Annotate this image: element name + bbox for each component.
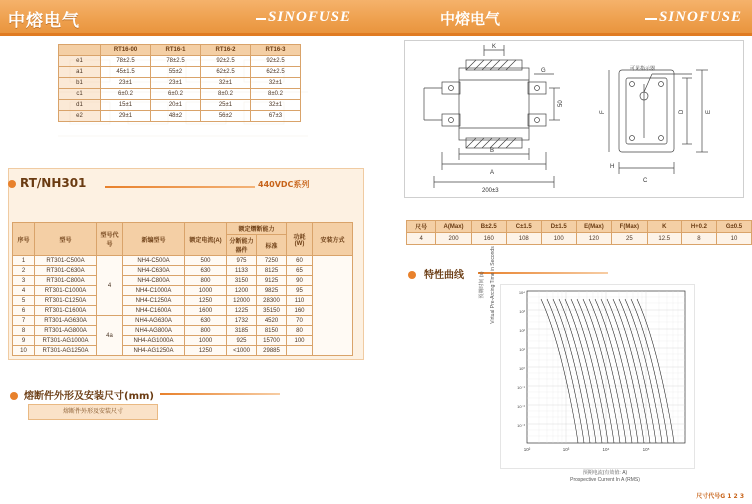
cell: 160 [471,233,506,245]
th-mount: 安装方式 [313,223,353,256]
svg-text:10⁴: 10⁴ [602,447,610,452]
cell: 100 [287,336,313,346]
cell: 8150 [257,326,287,336]
th-c: C±1.5 [506,221,541,233]
cell: RT301-C630A [35,266,97,276]
cell: 55±2 [151,67,201,78]
th-h: H+0.2 [681,221,716,233]
cell: 28300 [257,296,287,306]
cell: 25±1 [201,100,251,111]
cell [287,346,313,356]
th-d: D±1.5 [541,221,576,233]
cell: 1600 [185,306,227,316]
cell: 100 [541,233,576,245]
cell: 925 [227,336,257,346]
cell: 1250 [185,296,227,306]
cell: 48±2 [151,111,201,122]
table-row [13,316,353,326]
table-row [59,111,301,122]
label-K: K [492,44,497,50]
table-row [59,78,301,89]
header-brand-center: SINOFUSE [268,9,352,25]
table-row [13,326,353,336]
cell: 45±1.5 [101,67,151,78]
cell: 8±0.2 [251,89,301,100]
cell: e2 [59,111,101,122]
th-a: A(Max) [436,221,471,233]
th-3: RT16-2 [201,45,251,56]
header-left-logo: 中熔电气 [8,11,80,31]
cell: 3150 [227,276,257,286]
cell: 120 [576,233,611,245]
cell: RT301-C1600A [35,306,97,316]
cell: 12.5 [647,233,681,245]
cell: 8125 [257,266,287,276]
cell: 90 [287,276,313,286]
cell: RT301-AG800A [35,326,97,336]
svg-text:10⁴: 10⁴ [518,290,525,295]
bullet-icon [8,180,16,188]
cell: 78±2.5 [151,56,201,67]
cell: 9825 [257,286,287,296]
th-1: RT16-00 [101,45,151,56]
cell: e1 [59,56,101,67]
svg-text:10¹: 10¹ [519,347,525,352]
chart-xlabel-en: Prospective Current In A (RMS) [570,477,640,483]
cell: 6±0.2 [101,89,151,100]
cell: 200 [436,233,471,245]
label-E: E [706,109,712,114]
table-row [13,276,353,286]
chart-xlabel-cn: 预期电流(有效值: A) [582,470,628,476]
cell: 6±0.2 [151,89,201,100]
series-title: RT/NH301 [20,176,87,190]
label-G: G [541,68,546,74]
table-row [13,306,353,316]
footer [696,491,744,500]
chart-xlabel [520,470,690,484]
table-row [59,89,301,100]
cell: 108 [506,233,541,245]
label-200: 200±3 [482,188,499,194]
cell: 4 [13,286,35,296]
cell: 15700 [257,336,287,346]
label-C: C [643,178,648,184]
th-model: 型号 [35,223,97,256]
cell-code-group-2: 4a [97,316,123,356]
cell: 4520 [257,316,287,326]
cell: NH4-C1250A [123,296,185,306]
cell: NH4-C1000A [123,286,185,296]
cell: 1200 [227,286,257,296]
table-row [13,336,353,346]
cell: 10 [716,233,751,245]
th-b: B±2.5 [471,221,506,233]
cell: 95 [287,286,313,296]
cell: 62±2.5 [201,67,251,78]
cell: RT301-AG1000A [35,336,97,346]
cell: 67±3 [251,111,301,122]
outline-caption-box: 熔断件外形及安装尺寸 [28,404,158,420]
cell: 65 [287,266,313,276]
svg-text:10³: 10³ [562,447,570,452]
cell: 78±2.5 [101,56,151,67]
label-D: D [679,109,685,114]
cell-mount-group [313,256,353,356]
table-header-row [407,221,752,233]
cell: 4 [407,233,436,245]
label-50: 50 [558,100,564,107]
cell: 1225 [227,306,257,316]
cell: 32±1 [251,78,301,89]
cell: 20±1 [151,100,201,111]
th-size: 尺号 [407,221,436,233]
series-divider [105,186,255,188]
cell: 80 [287,326,313,336]
table-row [59,67,301,78]
svg-text:10⁻²: 10⁻² [517,404,525,409]
th-e: E(Max) [576,221,611,233]
cell: 1133 [227,266,257,276]
cell: 9 [13,336,35,346]
svg-text:10⁵: 10⁵ [642,447,650,452]
section-outline-title: 熔断件外形及安装尺寸(mm) [24,391,154,402]
section-outline-divider [160,393,280,395]
cell: RT301-C800A [35,276,97,286]
cell: RT301-C500A [35,256,97,266]
cell: 500 [185,256,227,266]
cell: 56±2 [201,111,251,122]
label-F: F [600,110,606,114]
cell: RT301-C1000A [35,286,97,296]
cell: NH4-AG630A [123,316,185,326]
th-newmodel: 新编型号 [123,223,185,256]
cell: NH4-C500A [123,256,185,266]
table-row [13,286,353,296]
table-row [13,256,353,266]
section-curve-divider [478,272,608,274]
series-subtitle: 440VDC系列 [258,180,310,189]
cell: 1000 [185,286,227,296]
th-breaking-group: 额定熸断能力 [227,223,287,235]
th-k: K [647,221,681,233]
cell: 1250 [185,346,227,356]
table-row [59,56,301,67]
cell: NH4-AG800A [123,326,185,336]
cell: 5 [13,296,35,306]
cell: 7 [13,316,35,326]
cell: 800 [185,276,227,286]
cell: 8 [681,233,716,245]
th-4: RT16-3 [251,45,301,56]
cell: NH4-C800A [123,276,185,286]
cell: 92±2.5 [201,56,251,67]
cell: 110 [287,296,313,306]
cell: 92±2.5 [251,56,301,67]
cell: 32±1 [251,100,301,111]
cell: 1 [13,256,35,266]
top-dimension-table [58,44,301,122]
header-brand-center-cn: 中熔电气 [440,10,501,28]
svg-text:10²: 10² [523,447,531,452]
th-0 [59,45,101,56]
cell: 10 [13,346,35,356]
cell: 6 [13,306,35,316]
label-H: H [610,164,615,170]
th-device: 分断能力器件 [227,235,257,256]
cell: 8 [13,326,35,336]
th-current: 额定电流(A) [185,223,227,256]
cell: 62±2.5 [251,67,301,78]
svg-text:10⁻³: 10⁻³ [517,423,525,428]
cell: 60 [287,256,313,266]
label-A: A [490,170,495,176]
table-header-row [13,223,353,235]
cell: 1732 [227,316,257,326]
cell: b1 [59,78,101,89]
cell: a1 [59,67,101,78]
cell: 7250 [257,256,287,266]
bullet-icon [10,392,18,400]
table-row [59,100,301,111]
th-2: RT16-1 [151,45,201,56]
th-standard: 标准 [257,235,287,256]
cell: 70 [287,316,313,326]
cell: <1000 [227,346,257,356]
page-header [0,0,752,36]
cell: 630 [185,266,227,276]
cell: 23±1 [101,78,151,89]
cell: 35150 [257,306,287,316]
cell: 800 [185,326,227,336]
series-spec-table [12,222,353,356]
cell: NH4-AG1000A [123,336,185,346]
label-indicator-cn: 可见指示器 [630,66,656,72]
th-power: 功耗(W) [287,223,313,256]
fuse-outline-drawing [404,40,744,198]
cell: NH4-C1600A [123,306,185,316]
svg-text:10²: 10² [519,328,525,333]
svg-text:10⁻¹: 10⁻¹ [517,385,525,390]
cell: RT301-AG630A [35,316,97,326]
svg-text:10³: 10³ [519,309,525,314]
cell: 9125 [257,276,287,286]
svg-text:10⁰: 10⁰ [518,366,525,371]
th-g: G±0.5 [716,221,751,233]
header-brand-right: SINOFUSE [658,9,742,25]
cell: 160 [287,306,313,316]
table-row [407,233,752,245]
cell: 12000 [227,296,257,306]
cell: 630 [185,316,227,326]
table-header-row [59,45,301,56]
table-row [13,346,353,356]
cell: 29885 [257,346,287,356]
cell: 3 [13,276,35,286]
bullet-icon [408,271,416,279]
table-row [13,266,353,276]
section-curve-title: 特性曲线 [424,270,464,281]
cell: 23±1 [151,78,201,89]
cell: 3185 [227,326,257,336]
chart-ylabel-cn: 预期时间 (s) [479,271,485,299]
cell: 32±1 [201,78,251,89]
footer-text: 尺寸代号G 1 2 3 [696,493,744,500]
cell: d1 [59,100,101,111]
th-code: 型号代号 [97,223,123,256]
cell: RT301-C1250A [35,296,97,306]
cell: 15±1 [101,100,151,111]
cell-code-group: 4 [97,256,123,316]
chart-ylabel-en: Virtual Pre-Arcing Time in Seconds [490,246,496,324]
cell: 29±1 [101,111,151,122]
cell: NH4-AG1250A [123,346,185,356]
cell: 2 [13,266,35,276]
cell: NH4-C630A [123,266,185,276]
cell: 1000 [185,336,227,346]
th-index: 序号 [13,223,35,256]
right-dimension-table [406,220,752,245]
th-f: F(Max) [612,221,647,233]
characteristic-curve-chart [500,284,695,469]
cell: c1 [59,89,101,100]
cell: 8±0.2 [201,89,251,100]
label-B: B [490,148,495,154]
cell: 975 [227,256,257,266]
cell: RT301-AG1250A [35,346,97,356]
cell: 25 [612,233,647,245]
table-row [13,296,353,306]
